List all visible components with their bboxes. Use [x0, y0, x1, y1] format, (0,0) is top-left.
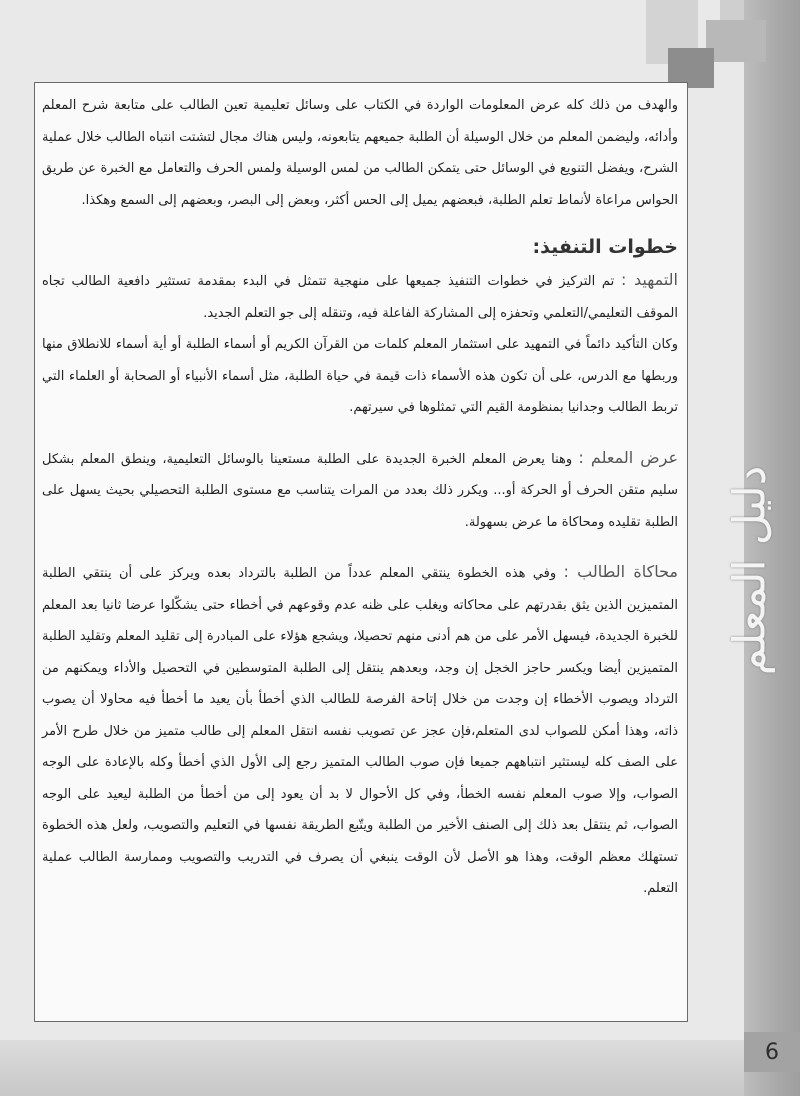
teacher-presentation-label: عرض المعلم :: [578, 447, 679, 467]
steps-heading: خطوات التنفيذ:: [532, 236, 678, 258]
page-number: 6: [744, 1032, 800, 1072]
student-imitation-text: وفي هذه الخطوة ينتقي المعلم عدداً من الطلبة بالترداد بعده ويركز على أن ينتقي الطلبة المتميزين الذين يثق بقدرتهم على محاكاته ويغلب على ظنه عدم وقوعهم في أخطاء حتى يشكّلوا عرضا ثانيا بعد المعلم للخبرة الجديدة، فيسهل الأمر على من هم أدنى منهم تحصيلا، ويشجع هؤلاء على المبادرة إلى تقليد المعلم وتقليد الطلبة المتميزين أيضا ويكسر حاجز الخجل إن وجد، وبعدهم ينتقل إلى الطلبة المتوسطين في التحصيل والأداء ويمكنهم من الترداد ويصوب الأخطاء إن وجدت من خلال إتاحة الفرصة للطالب الذي أخطأ بأن يعيد ما أخطأ فيه محاولا أن يصوب ذاته، وهذا أمكن للصواب لدى المتعلم،فإن عجز عن تصويب نفسه انتقل المعلم إلى طالب متميز من خلال طرح الأمر على الصف كله ليستثير انتباههم جميعا فإن صوب الطالب المتميز رجع إلى الأول الذي أخطأ وكله بالإعادة على الوجه الصواب، وإلا صوب المعلم نفسه الخطأ، وفي كل الأحوال لا بد أن يعود إلى من أخطأ من الطلبة ليعيد على الوجه الصواب، ثم ينتقل بعد ذلك إلى الصنف الأخير من الطلبة ويتّبع الطريقة نفسها في التعليم والتصويب، ولعل هذه الخطوة تستهلك معظم الوقت، وهذا هو الأصل لأن الوقت ينبغي أن يصرف في التدريب والتصويب وممارسة الطالب عملية التعلم.: [42, 566, 678, 896]
intro-step-label: التمهيد :: [620, 270, 678, 289]
student-imitation-label: محاكاة الطالب :: [563, 562, 678, 581]
intro-step-text: تم التركيز في خطوات التنفيذ جميعها على منهجية تتمثل في البدء بمقدمة تستثير دافعية الطالب تجاه الموقف التعليمي/التعلمي وتحفزه إلى المشاركة الفاعلة فيه، وتنقله إلى جو التعلم الجديد.: [42, 274, 678, 321]
teacher-presentation-paragraph: [42, 442, 678, 539]
bottom-bar: [0, 1040, 744, 1096]
side-title-text: دليل المعلم: [724, 465, 776, 675]
intro-paragraph: والهدف من ذلك كله عرض المعلومات الواردة في الكتاب على وسائل تعليمية تعين الطالب على متابعة شرح المعلم وأدائه، وليضمن المعلم من خلال الوسيلة أن الطلبة جميعهم يتابعونه، وليس هناك مجال لتشتت انتباه الطالب خلال عملية الشرح، ويفضل التنويع في الوسائل حتى يتمكن الطالب من لمس الوسيلة ولمس الحرف والتعامل مع الخبرة عن طريق الحواس مراعاة لأنماط تعلم الطلبة، فبعضهم يميل إلى الحس أكثر، وبعض إلى البصر، وبعضهم إلى السمع وهكذا.: [42, 98, 678, 208]
teacher-presentation-text: وهنا يعرض المعلم الخبرة الجديدة على الطلبة مستعينا بالوسائل التعليمية، وينطق المعلم بشكل سليم متقن الحرف أو الحركة أو... ويكرر ذلك بعدد من المرات يتناسب مع مستوى الطلبة التحصيلي بحيث يسهل على الطلبة تقليده ومحاكاة ما عرض بسهولة.: [42, 451, 678, 530]
page-content: [42, 90, 678, 905]
decor-square: [706, 20, 766, 62]
intro-step-paragraph: [42, 264, 678, 329]
student-imitation-paragraph: [42, 556, 678, 905]
side-title: [700, 440, 800, 700]
intro-step-paragraph-2: وكان التأكيد دائماً في التمهيد على استثمار المعلم كلمات من القرآن الكريم أو أسماء الطلبة أو أية أسماء للانطلاق منها وربطها مع الدرس، على أن تكون هذه الأسماء ذات قيمة في حياة الطلبة، مثل أسماء الأنبياء أو الصحابة أو العلماء التي تربط الطالب وجدانيا بمنظومة القيم التي تمثلوها في سيرتهم.: [42, 337, 678, 415]
